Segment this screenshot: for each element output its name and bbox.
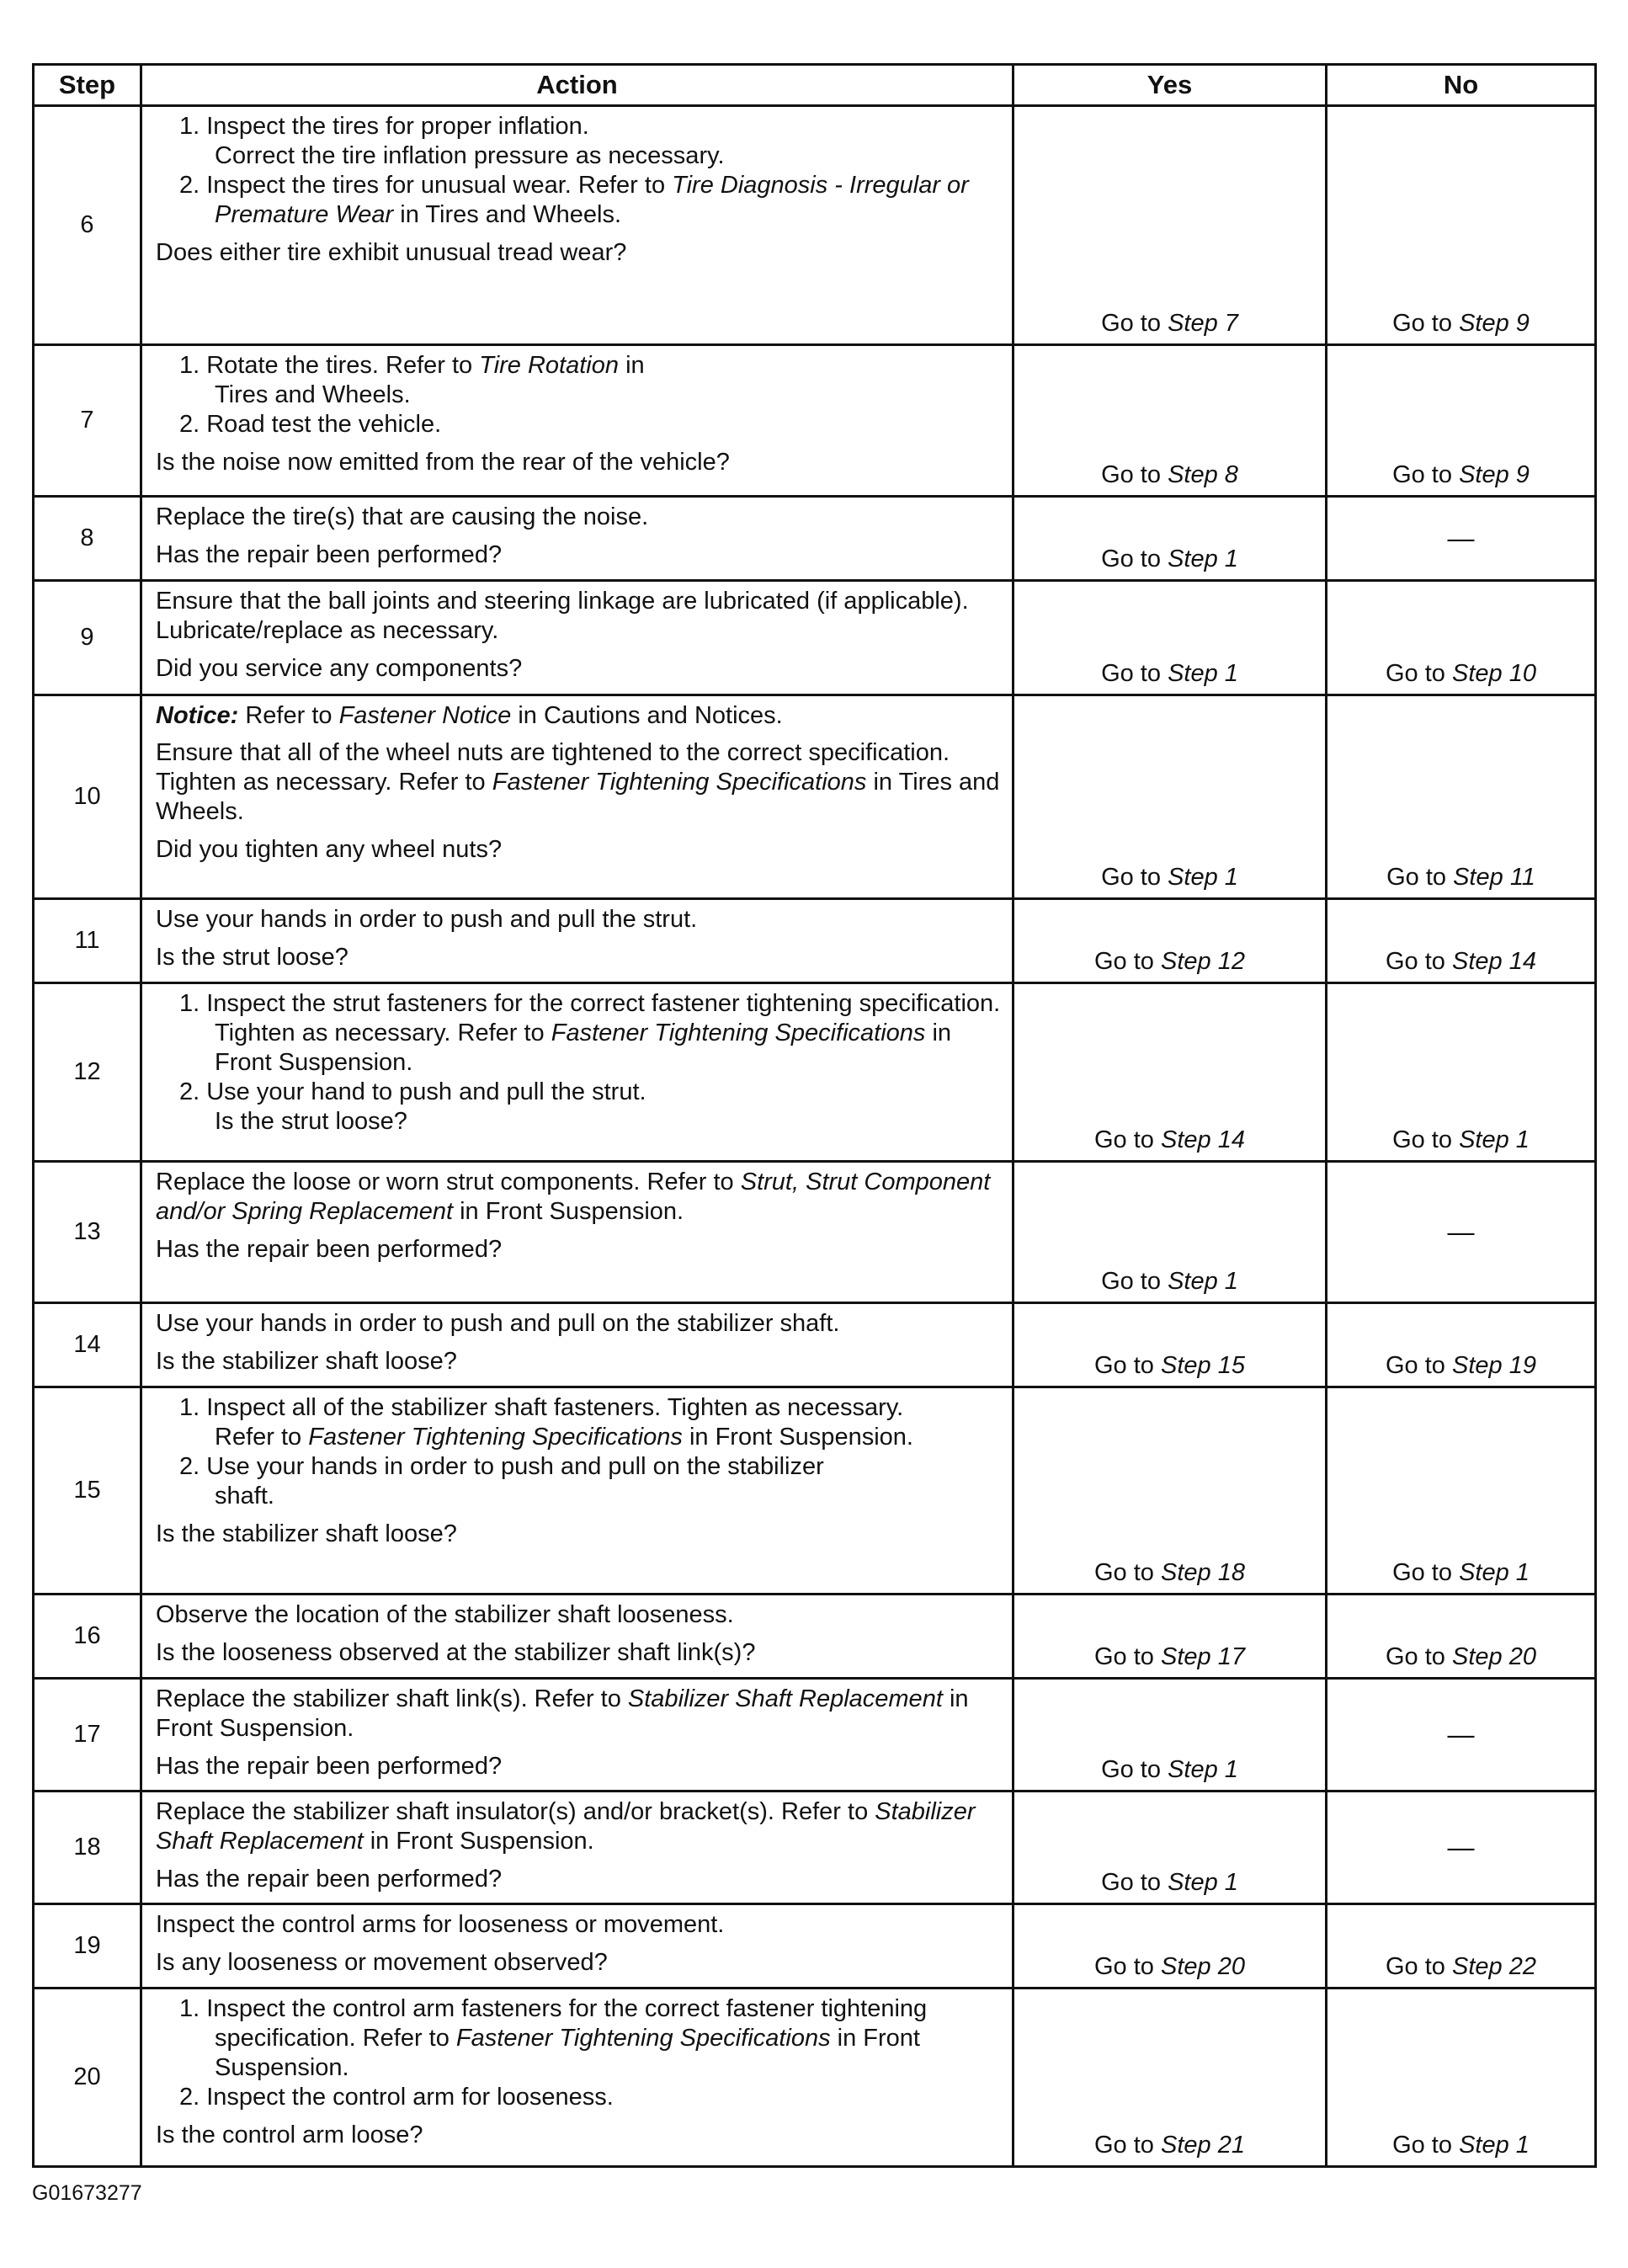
go-to-label: Go to	[1101, 1869, 1161, 1896]
reference-title: Stabilizer Shaft Replacement	[627, 1685, 943, 1712]
target-step-number: 9	[1515, 461, 1530, 488]
target-step-number: 20	[1217, 1953, 1245, 1980]
step-number: 17	[34, 1679, 141, 1792]
text-fragment: 1. Inspect all of the stabilizer shaft fasteners. Tighten as necessary. Refer to	[179, 1394, 904, 1451]
text-fragment: in Front Suspension.	[215, 1020, 952, 1076]
go-to-label: Go to	[1386, 948, 1445, 975]
table-row	[34, 581, 1596, 695]
text-fragment: Replace the loose or worn strut components. Refer to	[156, 1169, 734, 1195]
text-fragment: in Front Suspension.	[460, 1198, 684, 1225]
go-to-label: Go to	[1101, 1756, 1161, 1783]
step-number: 20	[34, 1988, 141, 2167]
question: Does either tire exhibit unusual tread wear?	[156, 239, 627, 266]
yes-cell	[1014, 1387, 1327, 1595]
yes-cell	[1014, 345, 1327, 497]
step-number: 12	[34, 983, 141, 1162]
yes-cell	[1014, 1162, 1327, 1303]
target-step-number: Step	[1168, 660, 1218, 687]
action-cell	[141, 1303, 1014, 1387]
table-row	[34, 695, 1596, 899]
action-text: Replace the tire(s) that are causing the noise.	[156, 503, 649, 530]
reference-title: Tire Diagnosis - Irregular or Premature Wear	[215, 172, 969, 228]
question: Did you tighten any wheel nuts?	[156, 836, 503, 863]
target-step-number: 15	[1217, 1352, 1245, 1379]
text-fragment: 1. Inspect the tires for proper inflation.	[179, 113, 589, 140]
table-row	[34, 1162, 1596, 1303]
target-step-number: 14	[1217, 1126, 1245, 1153]
go-to-label: Go to	[1094, 1643, 1154, 1670]
question: Is the looseness observed at the stabilizer shaft link(s)?	[156, 1639, 756, 1666]
no-cell	[1327, 581, 1596, 695]
question: Is the noise now emitted from the rear of the vehicle?	[156, 449, 730, 476]
action-item: 2. Use your hand to push and pull the strut.	[179, 1078, 646, 1105]
target-step-number: 12	[1217, 948, 1245, 975]
action-cell	[141, 1988, 1014, 2167]
target-step-number: 8	[1224, 461, 1238, 488]
step-number: 15	[34, 1387, 141, 1595]
question: Did you service any components?	[156, 655, 523, 682]
step-number: 11	[34, 899, 141, 983]
text-fragment: in Tires and Wheels.	[156, 769, 1000, 825]
header-no: No	[1327, 65, 1596, 106]
step-number: 8	[34, 497, 141, 581]
go-to-label: Go to	[1392, 461, 1452, 488]
action-cell	[141, 1162, 1014, 1303]
question: Has the repair been performed?	[156, 541, 503, 568]
target-step-number: 14	[1508, 948, 1536, 975]
target-step-number: Step	[1459, 1559, 1509, 1586]
go-to-label: Go to	[1392, 1559, 1452, 1586]
no-cell	[1327, 1595, 1596, 1679]
step-number: 9	[34, 581, 141, 695]
go-to-label: Go to	[1101, 461, 1161, 488]
action-cell	[141, 695, 1014, 899]
target-step-number: 9	[1515, 310, 1530, 337]
step-number: 13	[34, 1162, 141, 1303]
go-to-label: Go to	[1386, 864, 1447, 891]
target-step-number: Step	[1459, 461, 1509, 488]
action-cell	[141, 1904, 1014, 1988]
action-cell	[141, 1792, 1014, 1904]
target-step-number: 17	[1217, 1643, 1245, 1670]
no-cell: —	[1327, 1792, 1596, 1904]
action-text	[156, 1797, 1005, 1856]
reference-title: Fastener Tightening Specifications	[308, 1424, 683, 1451]
question: Has the repair been performed?	[156, 1866, 503, 1893]
text-fragment: 1. Rotate the tires. Refer to	[179, 352, 473, 379]
action-item: 2. Inspect the control arm for looseness.	[179, 2084, 614, 2111]
reference-title: Stabilizer Shaft Replacement	[156, 1798, 976, 1855]
target-step-number: Step	[1161, 1352, 1211, 1379]
action-text	[156, 738, 1005, 827]
text-fragment: in Front Suspension.	[215, 2025, 920, 2081]
reference-title: Tire Rotation	[479, 352, 619, 379]
target-step-number: Step	[1452, 1352, 1503, 1379]
go-to-label: Go to	[1101, 546, 1161, 572]
yes-cell	[1014, 1303, 1327, 1387]
go-to-label: Go to	[1094, 1126, 1154, 1153]
target-step-number: 1	[1224, 1756, 1238, 1783]
go-to-label: Go to	[1386, 660, 1445, 687]
header-action: Action	[141, 65, 1014, 106]
figure-code: G01673277	[32, 2181, 142, 2205]
question: Is the strut loose?	[215, 1108, 407, 1135]
action-cell	[141, 497, 1014, 581]
text-fragment: Refer to	[245, 702, 333, 729]
text-fragment: 1. Inspect the strut fasteners for the correct fastener tightening specification. Tighten as necessary. Refer to	[179, 990, 1001, 1046]
target-step-number: Step	[1161, 1559, 1211, 1586]
go-to-label: Go to	[1386, 1643, 1445, 1670]
table-row	[34, 1679, 1596, 1792]
text-fragment: in Cautions and Notices.	[518, 702, 783, 729]
target-step-number: 21	[1217, 2132, 1245, 2159]
notice	[156, 701, 1005, 731]
header-step: Step	[34, 65, 141, 106]
table-row	[34, 1303, 1596, 1387]
action-text	[156, 1685, 1005, 1744]
step-number: 7	[34, 345, 141, 497]
target-step-number: 1	[1224, 660, 1238, 687]
action-text: Observe the location of the stabilizer shaft looseness.	[156, 1601, 734, 1628]
step-number: 10	[34, 695, 141, 899]
action-cell	[141, 1387, 1014, 1595]
go-to-label: Go to	[1101, 310, 1161, 337]
yes-cell	[1014, 899, 1327, 983]
action-cell	[141, 106, 1014, 345]
table-row	[34, 1988, 1596, 2167]
action-item	[156, 112, 1005, 141]
yes-cell	[1014, 1595, 1327, 1679]
table-row	[34, 497, 1596, 581]
target-step-number: 22	[1508, 1953, 1536, 1980]
go-to-label: Go to	[1094, 1559, 1154, 1586]
target-step-number: 11	[1509, 864, 1535, 891]
target-step-number: Step	[1168, 864, 1218, 891]
step-number: 19	[34, 1904, 141, 1988]
reference-title: Fastener Tightening Specifications	[492, 769, 867, 796]
target-step-number: Step	[1168, 1869, 1218, 1896]
action-item-detail: Correct the tire inflation pressure as necessary.	[215, 142, 725, 169]
text-fragment: Replace the stabilizer shaft link(s). Refer to	[156, 1685, 621, 1712]
go-to-label: Go to	[1101, 864, 1161, 891]
target-step-number: Step	[1168, 546, 1218, 572]
target-step-number: Step	[1168, 310, 1218, 337]
question: Has the repair been performed?	[156, 1753, 503, 1780]
target-step-number: 18	[1217, 1559, 1245, 1586]
target-step-number: Step	[1161, 1126, 1211, 1153]
yes-cell	[1014, 1792, 1327, 1904]
target-step-number: Step	[1161, 1643, 1211, 1670]
target-step-number: Step	[1452, 1953, 1503, 1980]
text-fragment: in Front Suspension.	[370, 1828, 594, 1855]
go-to-label: Go to	[1386, 1352, 1445, 1379]
target-step-number: Step	[1161, 1953, 1211, 1980]
target-step-number: Step	[1168, 1756, 1218, 1783]
yes-cell	[1014, 1988, 1327, 2167]
go-to-label: Go to	[1101, 660, 1161, 687]
yes-cell	[1014, 106, 1327, 345]
yes-cell	[1014, 581, 1327, 695]
action-item	[156, 1393, 1005, 1452]
target-step-number: 1	[1224, 1869, 1238, 1896]
target-step-number: 1	[1515, 2132, 1530, 2159]
no-cell	[1327, 1904, 1596, 1988]
action-cell	[141, 1679, 1014, 1792]
go-to-label: Go to	[1094, 1352, 1154, 1379]
target-step-number: 1	[1224, 864, 1238, 891]
text-fragment: Replace the stabilizer shaft insulator(s) and/or bracket(s). Refer to	[156, 1798, 869, 1825]
target-step-number: 1	[1224, 1268, 1238, 1295]
table-row	[34, 1595, 1596, 1679]
target-step-number: 7	[1224, 310, 1238, 337]
go-to-label: Go to	[1392, 2132, 1452, 2159]
no-cell: —	[1327, 1679, 1596, 1792]
no-cell	[1327, 983, 1596, 1162]
step-number: 18	[34, 1792, 141, 1904]
action-cell	[141, 1595, 1014, 1679]
no-cell	[1327, 1303, 1596, 1387]
target-step-number: Step	[1453, 864, 1503, 891]
step-number: 14	[34, 1303, 141, 1387]
action-item: 2. Road test the vehicle.	[179, 411, 442, 438]
target-step-number: Step	[1168, 461, 1218, 488]
question: Is the strut loose?	[156, 944, 348, 971]
target-step-number: Step	[1168, 1268, 1218, 1295]
action-cell	[141, 983, 1014, 1162]
target-step-number: Step	[1459, 310, 1509, 337]
yes-cell	[1014, 695, 1327, 899]
target-step-number: Step	[1161, 2132, 1211, 2159]
target-step-number: 10	[1508, 660, 1536, 687]
target-step-number: 1	[1515, 1559, 1530, 1586]
target-step-number: Step	[1452, 1643, 1503, 1670]
question: Is the stabilizer shaft loose?	[156, 1348, 457, 1375]
text-fragment: in Tires and Wheels.	[215, 352, 645, 408]
question: Has the repair been performed?	[156, 1236, 503, 1263]
action-item	[156, 1994, 1005, 2083]
table-header-row	[34, 65, 1596, 106]
target-step-number: Step	[1459, 2132, 1509, 2159]
target-step-number: Step	[1452, 948, 1503, 975]
target-step-number: Step	[1459, 1126, 1509, 1153]
action-text	[156, 1168, 1005, 1227]
question: Is any looseness or movement observed?	[156, 1949, 608, 1976]
text-fragment: 1. Inspect the control arm fasteners for the correct fastener tightening specification. Refer to	[179, 1995, 928, 2052]
reference-title: Fastener Tightening Specifications	[455, 2025, 831, 2052]
text-fragment: 2. Inspect the tires for unusual wear. Refer to	[179, 172, 666, 199]
action-cell	[141, 345, 1014, 497]
text-fragment: Notice:	[156, 702, 239, 729]
step-number: 6	[34, 106, 141, 345]
reference-title: Fastener Tightening Specifications	[551, 1020, 926, 1046]
yes-cell	[1014, 1904, 1327, 1988]
text-fragment: in Front Suspension.	[156, 1685, 969, 1742]
go-to-label: Go to	[1386, 1953, 1445, 1980]
table-row	[34, 345, 1596, 497]
action-cell	[141, 899, 1014, 983]
table-row	[34, 1904, 1596, 1988]
diagnostic-table	[32, 63, 1597, 2168]
action-text: Use your hands in order to push and pull on the stabilizer shaft.	[156, 1310, 840, 1337]
action-cell	[141, 581, 1014, 695]
target-step-number: 19	[1508, 1352, 1536, 1379]
action-text: Use your hands in order to push and pull the strut.	[156, 906, 698, 933]
action-item	[156, 989, 1005, 1078]
go-to-label: Go to	[1392, 1126, 1452, 1153]
go-to-label: Go to	[1094, 1953, 1154, 1980]
action-item	[156, 351, 1005, 410]
go-to-label: Go to	[1392, 310, 1452, 337]
question: Is the stabilizer shaft loose?	[156, 1520, 457, 1547]
target-step-number: 1	[1515, 1126, 1530, 1153]
table-row	[34, 983, 1596, 1162]
yes-cell	[1014, 1679, 1327, 1792]
yes-cell	[1014, 497, 1327, 581]
go-to-label: Go to	[1094, 948, 1154, 975]
no-cell	[1327, 1988, 1596, 2167]
question: Is the control arm loose?	[156, 2122, 423, 2148]
no-cell: —	[1327, 497, 1596, 581]
target-step-number: Step	[1161, 948, 1211, 975]
no-cell	[1327, 695, 1596, 899]
text-fragment: Ensure that all of the wheel nuts are tightened to the correct specification. Tighten as necessary. Refer to	[156, 739, 950, 796]
target-step-number: Step	[1452, 660, 1503, 687]
table-row	[34, 899, 1596, 983]
no-cell	[1327, 345, 1596, 497]
yes-cell	[1014, 983, 1327, 1162]
target-step-number: 1	[1224, 546, 1238, 572]
text-fragment: in Front Suspension.	[689, 1424, 913, 1451]
go-to-label: Go to	[1101, 1268, 1161, 1295]
no-cell: —	[1327, 1162, 1596, 1303]
text-fragment: in Tires and Wheels.	[400, 201, 622, 228]
action-item	[156, 171, 1005, 230]
action-text: Inspect the control arms for looseness or movement.	[156, 1911, 725, 1938]
action-text: Ensure that the ball joints and steering linkage are lubricated (if applicable). Lubricate/replace as necessary.	[156, 588, 969, 644]
action-item: 2. Use your hands in order to push and pull on the stabilizer shaft.	[179, 1453, 824, 1509]
no-cell	[1327, 1387, 1596, 1595]
table-row	[34, 106, 1596, 345]
table-row	[34, 1387, 1596, 1595]
table-row	[34, 1792, 1596, 1904]
target-step-number: 20	[1508, 1643, 1536, 1670]
no-cell	[1327, 106, 1596, 345]
step-number: 16	[34, 1595, 141, 1679]
reference-title: Fastener Notice	[338, 702, 512, 729]
header-yes: Yes	[1014, 65, 1327, 106]
no-cell	[1327, 899, 1596, 983]
go-to-label: Go to	[1094, 2132, 1154, 2159]
reference-title: Strut, Strut Component and/or Spring Replacement	[156, 1169, 991, 1225]
